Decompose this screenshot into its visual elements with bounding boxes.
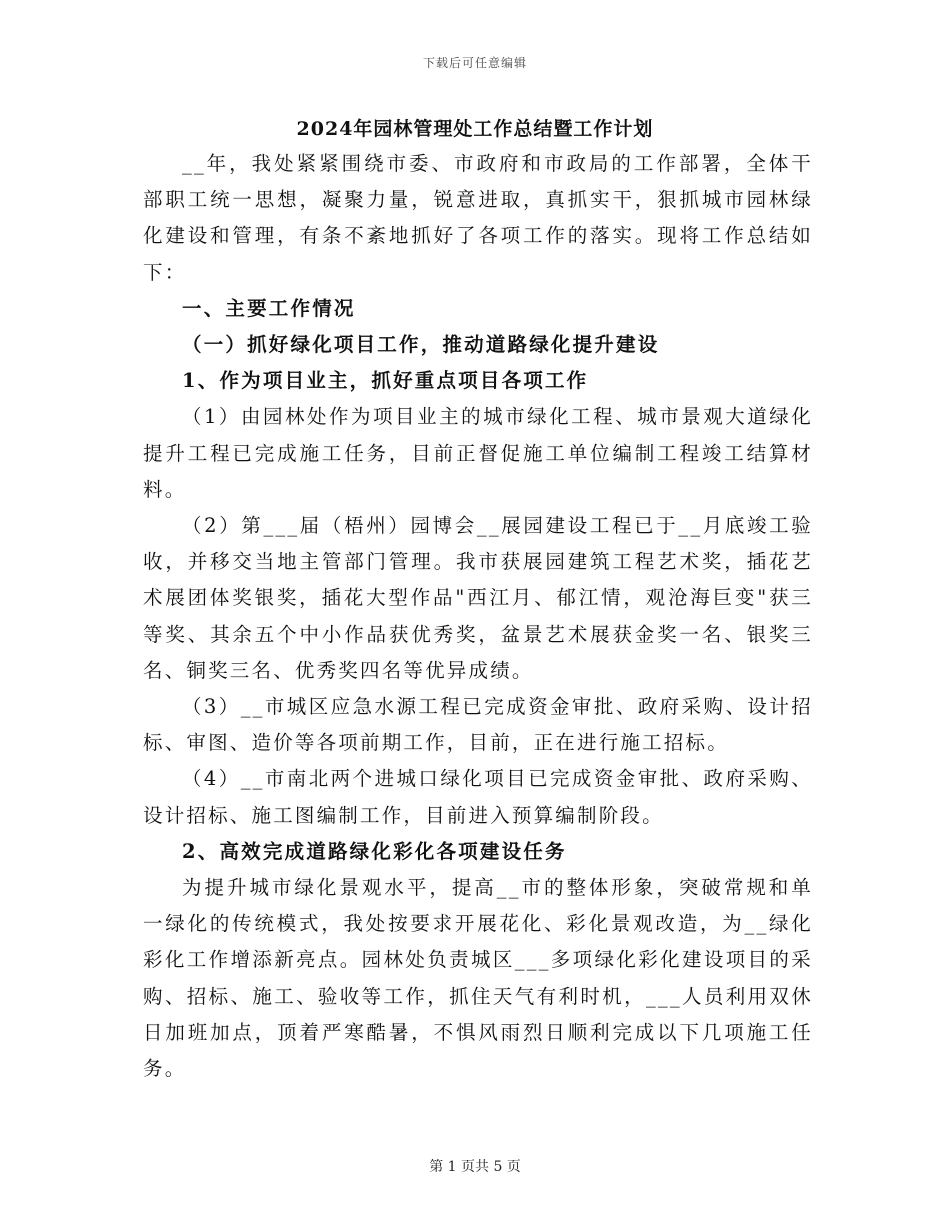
subsection-heading: （一）抓好绿化项目工作，推动道路绿化提升建设 [182,333,660,357]
body-paragraph: （3）__市城区应急水源工程已完成资金审批、政府采购、设计招标、审图、造价等各项前期工作，目前，正在进行施工招标。 [143,695,813,755]
header-note: 下载后可任意编辑 [422,56,527,70]
document-body [143,146,813,1087]
body-paragraph: （1）由园林处作为项目业主的城市绿化工程、城市景观大道绿化提升工程已完成施工任务，目前正督促施工单位编制工程竣工结算材料。 [143,405,813,501]
body-paragraph: （2）第___届（梧州）园博会__展园建设工程已于__月底竣工验收，并移交当地主管部门管理。我市获展园建筑工程艺术奖，插花艺术展团体奖银奖，插花大型作品"西江月、郁江情，观沧海巨变"获三等奖、其余五个中小作品获优秀奖，盆景艺术展获金奖一名、银奖三名、铜奖三名、优秀奖四名等优异成绩。 [143,514,813,682]
section-heading: 一、主要工作情况 [182,296,356,320]
body-paragraph: （4）__市南北两个进城口绿化项目已完成资金审批、政府采购、设计招标、施工图编制工作，目前进入预算编制阶段。 [143,767,813,827]
item-heading: 1、作为项目业主，抓好重点项目各项工作 [182,369,589,393]
body-paragraph: 为提升城市绿化景观水平，提高__市的整体形象，突破常规和单一绿化的传统模式，我处按要求开展花化、彩化景观改造，为__绿化彩化工作增添新亮点。园林处负责城区___多项绿化彩化建设项目的采购、招标、施工、验收等工作，抓住天气有利时机，___人员利用双休日加班加点，顶着严寒酷暑，不惧风雨烈日顺利完成以下几项施工任务。 [143,876,813,1081]
item-heading: 2、高效完成道路绿化彩化各项建设任务 [182,839,567,863]
intro-paragraph: __年，我处紧紧围绕市委、市政府和市政局的工作部署，全体干部职工统一思想，凝聚力量，锐意进取，真抓实干，狠抓城市园林绿化建设和管理，有条不紊地抓好了各项工作的落实。现将工作总结如下： [143,152,813,284]
document-title: 2024年园林管理处工作总结暨工作计划 [296,118,654,140]
page-number: 第 1 页共 5 页 [429,1159,521,1175]
